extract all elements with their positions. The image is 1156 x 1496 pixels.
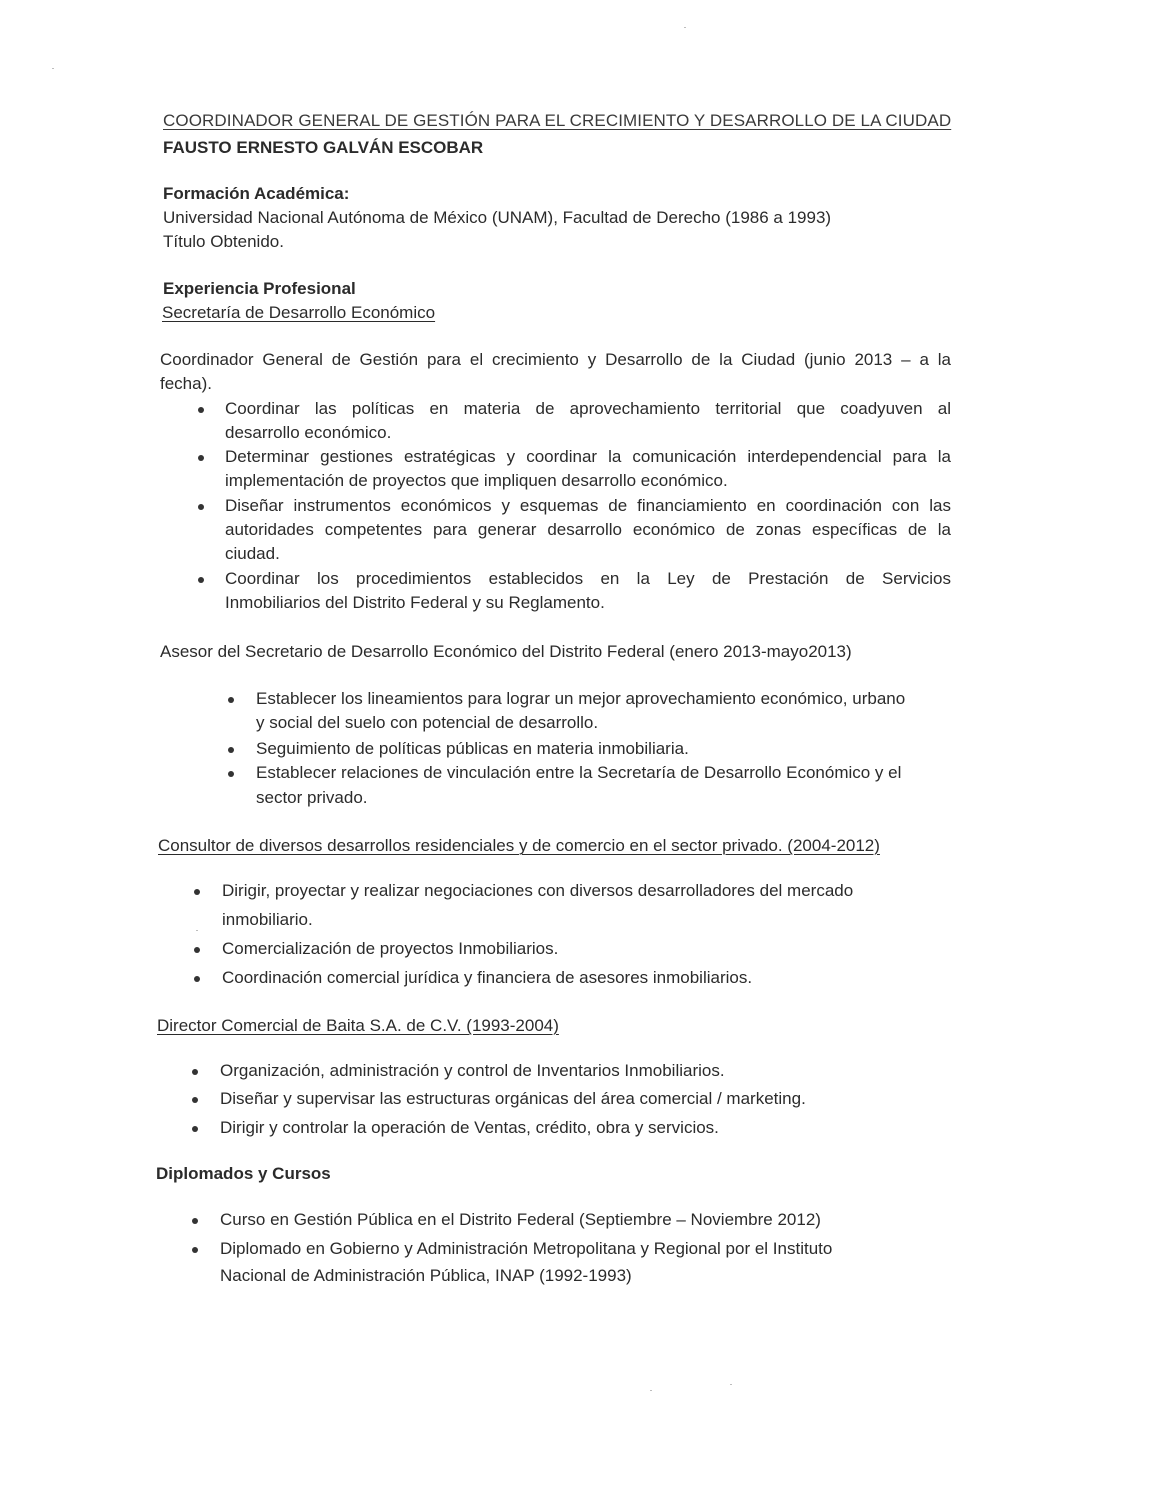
job4-bullet3: Dirigir y controlar la operación de Ventas, crédito, obra y servicios. — [220, 1118, 719, 1137]
person-name: FAUSTO ERNESTO GALVÁN ESCOBAR — [163, 138, 484, 157]
scan-speck — [196, 930, 198, 931]
job1-bullet1-line1: Coordinar las políticas en materia de aprovechamiento territorial que coadyuven al — [225, 399, 951, 418]
education-degree: Título Obtenido. — [163, 232, 284, 251]
job1-title-line2: fecha). — [160, 374, 212, 393]
job1-bullet1-line2: desarrollo económico. — [225, 423, 392, 442]
bullet-icon — [194, 976, 200, 982]
job4-bullet1: Organización, administración y control de Inventarios Inmobiliarios. — [220, 1061, 725, 1080]
bullet-icon — [228, 747, 234, 753]
education-heading: Formación Académica: — [163, 184, 350, 203]
job1-bullet3-line3: ciudad. — [225, 544, 280, 563]
job1-bullet3-line1: Diseñar instrumentos económicos y esquemas de financiamiento en coordinación con las — [225, 496, 951, 515]
bullet-icon — [192, 1218, 198, 1224]
job2-title: Asesor del Secretario de Desarrollo Económico del Distrito Federal (enero 2013-mayo2013) — [160, 642, 852, 661]
job1-bullet4-line1: Coordinar los procedimientos establecidos en la Ley de Prestación de Servicios — [225, 569, 951, 588]
experience-heading: Experiencia Profesional — [163, 279, 356, 298]
bullet-icon — [198, 577, 204, 583]
bullet-icon — [192, 1097, 198, 1103]
job3-bullet1-line2: inmobiliario. — [222, 910, 313, 929]
job3-bullet1-line1: Dirigir, proyectar y realizar negociaciones con diversos desarrolladores del mercado — [222, 881, 854, 900]
scan-speck — [52, 68, 54, 69]
education-institution: Universidad Nacional Autónoma de México (UNAM), Facultad de Derecho (1986 a 1993) — [163, 208, 832, 227]
job1-bullet2-line1: Determinar gestiones estratégicas y coordinar la comunicación interdependencial para la — [225, 447, 951, 466]
job1-bullet3-line2: autoridades competentes para generar desarrollo económico de zonas específicas de la — [225, 520, 951, 539]
job2-bullet1-line2: y social del suelo con potencial de desarrollo. — [256, 713, 599, 732]
courses-heading: Diplomados y Cursos — [156, 1164, 331, 1183]
job2-bullet3-line1: Establecer relaciones de vinculación entre la Secretaría de Desarrollo Económico y el — [256, 763, 902, 782]
course2-line1: Diplomado en Gobierno y Administración Metropolitana y Regional por el Instituto — [220, 1239, 833, 1258]
job3-title: Consultor de diversos desarrollos residenciales y de comercio en el sector privado. (2004-2012) — [158, 836, 880, 855]
bullet-icon — [194, 889, 200, 895]
bullet-icon — [198, 407, 204, 413]
job2-bullet2: Seguimiento de políticas públicas en materia inmobiliaria. — [256, 739, 689, 758]
bullet-icon — [228, 771, 234, 777]
job4-bullet2: Diseñar y supervisar las estructuras orgánicas del área comercial / marketing. — [220, 1089, 806, 1108]
bullet-icon — [228, 697, 234, 703]
bullet-icon — [198, 504, 204, 510]
course1: Curso en Gestión Pública en el Distrito Federal (Septiembre – Noviembre 2012) — [220, 1210, 821, 1229]
bullet-icon — [198, 455, 204, 461]
job1-bullet4-line2: Inmobiliarios del Distrito Federal y su Reglamento. — [225, 593, 605, 612]
job1-title-line1: Coordinador General de Gestión para el crecimiento y Desarrollo de la Ciudad (junio 2013 – a la — [160, 350, 951, 369]
job2-bullet3-line2: sector privado. — [256, 788, 368, 807]
job3-bullet2: Comercialización de proyectos Inmobiliarios. — [222, 939, 559, 958]
scan-speck — [650, 1390, 652, 1391]
course2-line2: Nacional de Administración Pública, INAP (1992-1993) — [220, 1266, 632, 1285]
bullet-icon — [192, 1126, 198, 1132]
bullet-icon — [194, 947, 200, 953]
experience-organization: Secretaría de Desarrollo Económico — [162, 303, 436, 322]
scan-speck — [684, 27, 686, 28]
bullet-icon — [192, 1247, 198, 1253]
job1-bullet2-line2: implementación de proyectos que impliquen desarrollo económico. — [225, 471, 728, 490]
scan-speck — [730, 1384, 732, 1385]
job4-title: Director Comercial de Baita S.A. de C.V. (1993-2004) — [157, 1016, 559, 1035]
job3-bullet3: Coordinación comercial jurídica y financiera de asesores inmobiliarios. — [222, 968, 753, 987]
bullet-icon — [192, 1069, 198, 1075]
position-title: COORDINADOR GENERAL DE GESTIÓN PARA EL CRECIMIENTO Y DESARROLLO DE LA CIUDAD — [163, 111, 952, 130]
job2-bullet1-line1: Establecer los lineamientos para lograr un mejor aprovechamiento económico, urbano — [256, 689, 906, 708]
